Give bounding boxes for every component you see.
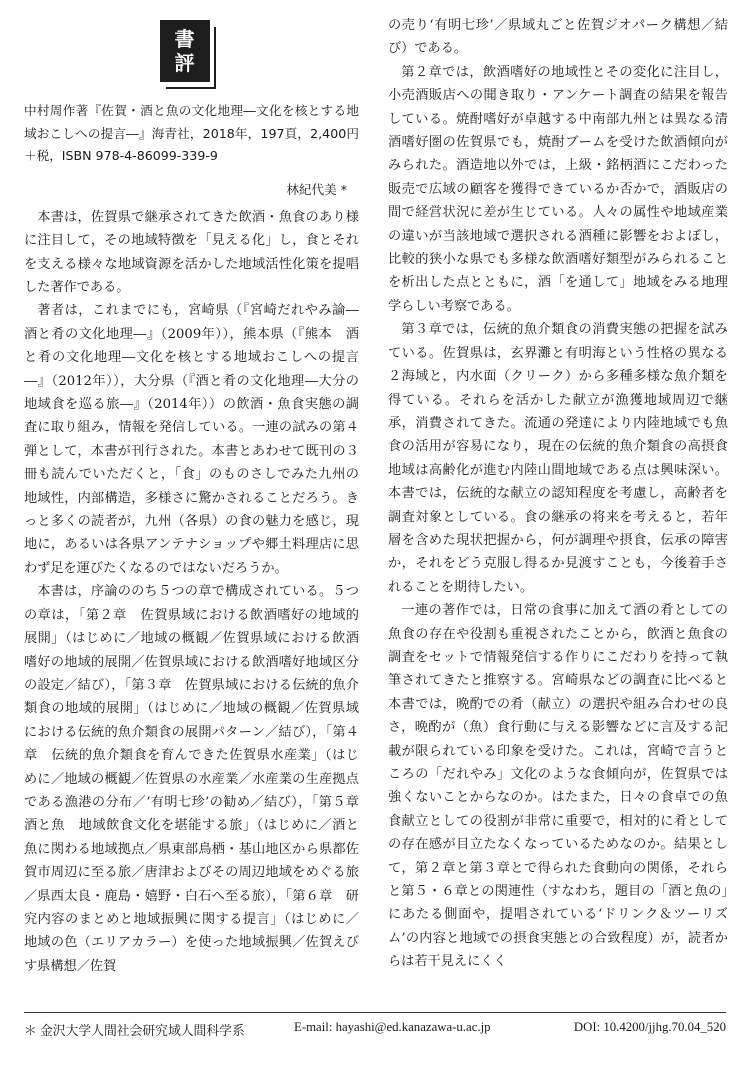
section-badge-area xyxy=(24,14,359,100)
affiliation-note: ＊ 金沢大学人間社会研究域人間科学系 xyxy=(24,1024,245,1038)
body-paragraph: 本書は，序論ののち５つの章で構成されている。５つの章は，「第２章 佐賀県域における飲酒嗜好の地域的展開」（はじめに／地域の概観／佐賀県域における飲酒嗜好の地域的展開／佐賀県域における飲酒嗜好地域区分の設定／結び），「第３章 佐賀県域における伝統的魚介類食の地域的展開」（はじめに／地域の概観／佐賀県域における伝統的魚介類食の展開パターン／結び），「第４章 伝統的魚介類食を育んできた佐賀県水産業」（はじめに／地域の概観／佐賀県の水産業／水産業の生産拠点である漁港の分布／‘有明七珍’の勧め／結び），「第５章 酒と魚 地域飲食文化を堪能する旅」（はじめに／酒と魚に関わる地域拠点／県東部鳥栖・基山地区から県都佐賀市周辺に至る旅／唐津およびその周辺地域をめぐる旅／県西太良・鹿島・嬉野・白石へ至る旅），「第６章 研究内容のまとめと地域振興に関する提言」（はじめに／地域の色（エリアカラー）を使った地域振興／佐賀えびす県構想／佐賀 xyxy=(24,584,373,974)
badge-char-1: 書 xyxy=(174,27,196,51)
doi-link[interactable]: DOI: 10.4200/jjhg.70.04_520 xyxy=(573,1020,726,1034)
body-paragraph: 著者は，これまでにも，宮崎県（『宮崎だれやみ論―酒と肴の文化地理―』（2009年）），熊本県（『熊本 酒と肴の文化地理―文化を核とする地域おこしへの提言―』（2012年）），大分県（『酒と肴の文化地理―大分の地域食を巡る旅―』（2014年））の飲酒・魚食実態の調査に取り組み，情報を発信している。一連の試みの第４弾として，本書が刊行された。本書とあわせて既刊の３冊も読んでいただくと，「食」のものさしでみた九州の地域性，内部構造，多様さに驚かされることだろう。きっと多くの読者が，九州（各県）の食の魅力を感じ，現地に，あるいは各県アンテナショップや郷土料理店に思わず足を運びたくなるのではないだろうか。 xyxy=(24,303,359,576)
right-column xyxy=(388,14,728,974)
body-paragraph: 第２章では，飲酒嗜好の地域性とその変化に注目し，小売酒販店への聞き取り・アンケート調査の結果を報告している。焼酎嗜好が卓越する中南部九州とは異なる清酒嗜好圏の佐賀県でも，焼酎ブームを受けた飲酒傾向がみられた。酒造地以外では，上級・銘柄酒にこだわった販売で広域の顧客を獲得できているか否かで，酒販店の間で経営状況に差が生じている。人々の属性や地域産業の違いが当該地域で選択される酒種に影響をおよぼし，比較的狭小な県でも多様な飲酒嗜好類型がみられることを析出した点とともに，酒「を通して」地域をみる地理学らしい考察である。 xyxy=(388,64,728,314)
email-address[interactable]: E-mail: hayashi@ed.kanazawa-u.ac.jp xyxy=(294,1020,491,1034)
body-paragraph-continuation: の売り‘有明七珍’／県域丸ごと佐賀ジオパーク構想／結び）である。 xyxy=(388,18,728,57)
left-column xyxy=(24,14,373,978)
body-paragraph: 第３章では，伝統的魚介類食の消費実態の把握を試みている。佐賀県は，玄界灘と有明海という性格の異なる２海域と，内水面（クリーク）から多種多様な魚介類を得ている。それらを活かした献立が漁獲地域周辺で継承，消費されてきた。流通の発達により内陸地域でも魚食の活用が容易になり，現在の伝統的魚介類食の高摂食地域は高齢化が進む内陸山間地域である点は興味深い。本書では，伝統的な献立の認知程度を考慮し，高齢者を調査対象としている。食の継承の将来を考えると，若年層を含めた現状把握から，何が調理や摂食，伝承の障害か，それをどう克服し得るか見渡すことも，今後着手されることを期待したい。 xyxy=(388,322,728,595)
book-review-badge xyxy=(160,20,210,82)
bibliographic-info: 中村周作著『佐賀・酒と魚の文化地理―文化を核とする地域おこしへの提言―』海青社，2018年，197頁，2,400円＋税，ISBN 978-4-86099-339-9 xyxy=(24,103,359,164)
footnote-divider xyxy=(24,1012,726,1013)
body-paragraph: 一連の著作では，日常の食事に加えて酒の肴としての魚食の存在や役割も重視されたことから，飲酒と魚食の調査をセットで情報発信する作りにこだわりを持って執筆されてきたと推察する。宮崎県などの調査に比べると本書では，晩酌での肴（献立）の選択や組み合わせの良さ，晩酌が（魚）食行動に与える影響などに言及する記載が限られている印象を受けた。これは，宮崎で言うところの「だれやみ」文化のような食傾向が，佐賀県では強くないことからなのか。はたまた，日々の食卓での魚食献立としての役割が非常に重要で，相対的に肴としての存在感が目立たなくなっているためなのか。結果として，第２章と第３章とで得られた食動向の関係，それらと第５・６章との関連性（すなわち，題目の「酒と魚の」にあたる側面や，提唱されている‘ドリンク＆ツーリズム’の内容と地域での摂食実態との合致程度）が，読者からは若干見えにくく xyxy=(388,603,728,970)
reviewer-name: 林紀代美 * xyxy=(286,181,347,197)
body-paragraph: 本書は，佐賀県で継承されてきた飲酒・魚食のあり様に注目して，その地域特徴を「見える化」し，食とそれを支える様々な地域資源を活かした地域活性化策を提唱した著作である。 xyxy=(24,209,359,295)
badge-char-2: 評 xyxy=(174,51,196,75)
page-footer xyxy=(24,1020,726,1044)
